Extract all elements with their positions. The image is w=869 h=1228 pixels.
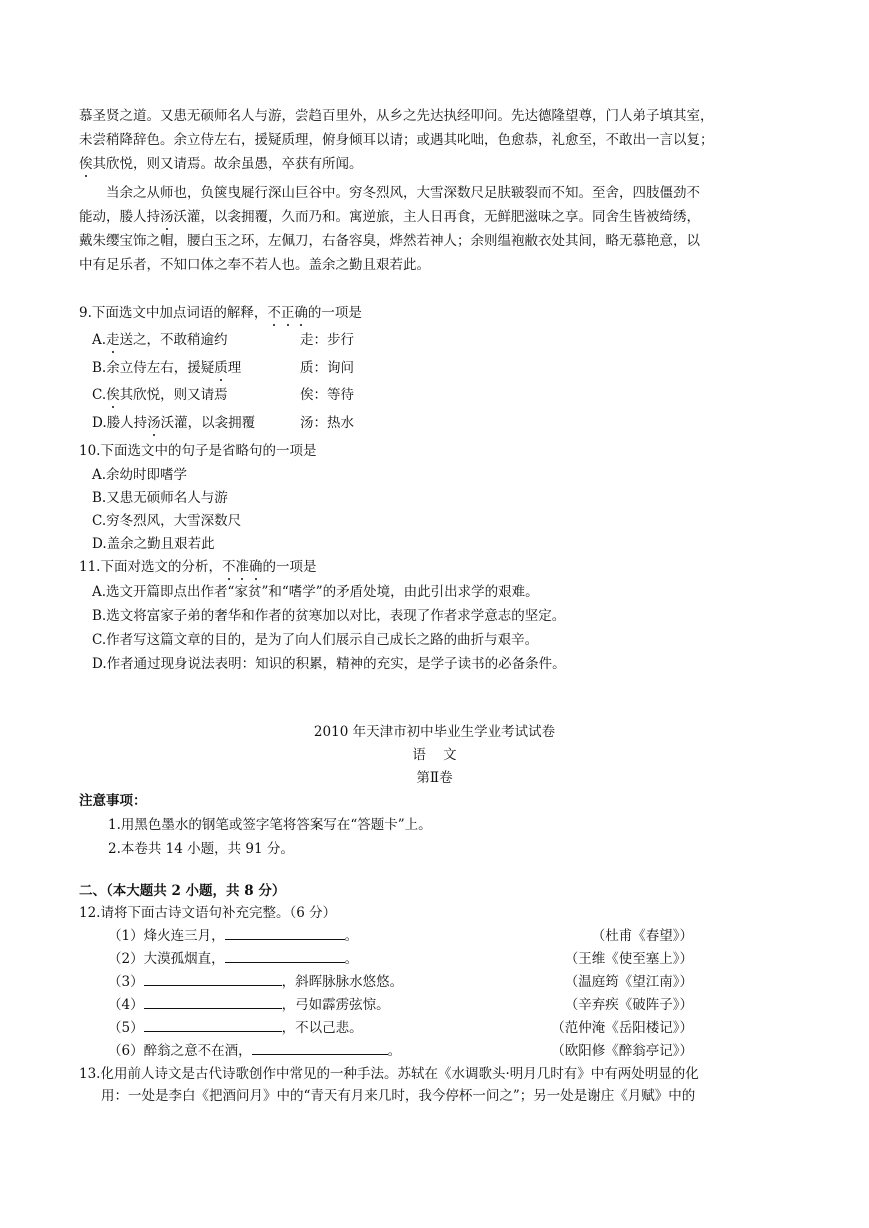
dotted-char: 汤 xyxy=(160,209,174,225)
q12-source-5: （范仲淹《岳阳楼记》） xyxy=(551,1020,693,1036)
q12-item-5 xyxy=(108,1017,363,1039)
stem-line: 用：一处是李白《把酒问月》中的“青天有月来几时，我今停杯一问之”；另一处是谢庄《月赋》中的 xyxy=(101,1088,696,1104)
q12-source-2: （王维《使至塞上》） xyxy=(564,951,693,967)
q11-option-a: A.选文开篇即点出作者“家贫”和“嗜学”的矛盾处境，由此引出求学的艰难。 xyxy=(92,584,539,600)
stem-text: 9.下面选文中加点词语的解释， xyxy=(79,305,268,321)
q11-option-c: C.作者写这篇文章的目的，是为了向人们展示自己成长之路的曲折与艰辛。 xyxy=(92,632,539,648)
item-text: 。 xyxy=(387,1043,402,1059)
q9-gloss-b: 质：询问 xyxy=(300,360,354,376)
option-text: 送之，不敢稍逾约 xyxy=(119,332,228,348)
q9-option-d xyxy=(92,412,255,434)
item-text: 烽火连三月， xyxy=(143,928,225,944)
q12-source-3: （温庭筠《望江南》） xyxy=(564,974,693,990)
item-text: 大漠孤烟直， xyxy=(143,951,225,967)
answer-blank[interactable] xyxy=(225,925,345,940)
stem-text: 11.下面对选文的分析， xyxy=(79,559,222,575)
q12-source-4: （辛弃疾《破阵子》） xyxy=(564,997,693,1013)
q9-option-c xyxy=(92,384,228,406)
dotted-char: 汤 xyxy=(147,415,161,431)
q12-item-6 xyxy=(108,1040,401,1062)
exam-subject: 语 文 xyxy=(412,747,457,763)
question-12-stem: 12.请将下面古诗文语句补充完整。（6 分） xyxy=(79,905,337,921)
q9-gloss-a: 走：步行 xyxy=(300,332,354,348)
stem-text: 的一项是 xyxy=(307,305,362,321)
passage-line: 当余之从师也，负箧曳屣行深山巨谷中。穷冬烈风，大雪深数尺足肤皲裂而不知。至舍，四肢僵劲不 xyxy=(106,185,700,201)
passage-line: 戴朱缨宝饰之帽，腰白玉之环，左佩刀，右备容臭，烨然若神人；余则缊袍敝衣处其间，略无慕艳意，以 xyxy=(79,233,700,249)
item-number: （1） xyxy=(108,928,144,944)
exam-volume: 第Ⅱ卷 xyxy=(416,770,453,786)
item-number: （3） xyxy=(108,974,144,990)
q10-option-a: A.余幼时即嗜学 xyxy=(92,467,188,483)
q9-option-a xyxy=(92,329,228,351)
item-number: （4） xyxy=(108,997,144,1013)
q12-source-1: （杜甫《春望》） xyxy=(591,928,693,944)
dotted-char: 准 xyxy=(235,559,249,575)
passage-paragraph-1 xyxy=(79,104,794,176)
stem-line: 13.化用前人诗文是古代诗歌创作中常见的一种手法。苏轼在《水调歌头·明月几时有》中有两处明显的化 xyxy=(79,1066,699,1082)
dotted-char: 正 xyxy=(280,305,295,321)
answer-blank[interactable] xyxy=(252,1040,388,1055)
q12-source-6: （欧阳修《醉翁亭记》） xyxy=(551,1043,693,1059)
q10-option-c: C.穷冬烈风，大雪深数尺 xyxy=(92,513,242,529)
q12-item-4 xyxy=(108,994,390,1016)
q9-gloss-d: 汤：热水 xyxy=(300,415,354,431)
question-11-stem xyxy=(79,556,316,578)
dotted-char: 俟 xyxy=(79,156,93,172)
item-text: ，弓如霹雳弦惊。 xyxy=(281,997,390,1013)
question-9-stem xyxy=(79,302,362,324)
notes-heading: 注意事项： xyxy=(79,793,147,809)
item-text: ，不以己悲。 xyxy=(281,1020,363,1036)
dotted-char: 不 xyxy=(267,305,281,321)
dotted-char: 走 xyxy=(106,332,120,348)
option-text: B.余立侍左右，援疑 xyxy=(92,360,215,376)
q9-option-b xyxy=(92,357,241,379)
answer-blank[interactable] xyxy=(144,971,282,986)
q10-option-d: D.盖余之勤且艰若此 xyxy=(92,536,215,552)
passage-line: 慕圣贤之道。又患无硕师名人与游，尝趋百里外，从乡之先达执经叩问。先达德隆望尊，门人弟子填其室， xyxy=(79,108,714,124)
section-2-heading: 二、（本大题共 2 小题，共 8 分） xyxy=(79,883,286,899)
q11-option-b: B.选文将富家子弟的奢华和作者的贫寒加以对比，表现了作者求学意志的坚定。 xyxy=(92,608,566,624)
option-text: A. xyxy=(92,332,107,348)
q9-gloss-c: 俟：等待 xyxy=(300,387,354,403)
note-item-1: 1.用黑色墨水的钢笔或签字笔将答案写在“答题卡”上。 xyxy=(108,817,432,833)
item-number: （2） xyxy=(108,951,144,967)
item-text: 。 xyxy=(344,951,359,967)
q10-option-b: B.又患无硕师名人与游 xyxy=(92,490,228,506)
note-item-2: 2.本卷共 14 小题，共 91 分。 xyxy=(108,841,294,857)
option-text: C. xyxy=(92,387,107,403)
stem-text: 的一项是 xyxy=(262,559,317,575)
exam-title: 2010 年天津市初中毕业生学业考试试卷 xyxy=(313,724,556,740)
item-text: ，斜晖脉脉水悠悠。 xyxy=(281,974,404,990)
dotted-char: 不 xyxy=(221,559,236,575)
q12-item-2 xyxy=(108,948,358,970)
dotted-char: 确 xyxy=(248,559,263,575)
dotted-char: 确 xyxy=(294,305,308,321)
passage-line: 未尝稍降辞色。余立侍左右，援疑质理，俯身倾耳以请；或遇其叱咄，色愈恭，礼愈至，不敢出一言以复； xyxy=(79,132,714,148)
dotted-char: 质 xyxy=(214,360,228,376)
question-13-stem xyxy=(79,1063,794,1107)
passage-paragraph-2 xyxy=(79,181,794,277)
answer-blank[interactable] xyxy=(225,948,345,963)
q11-option-d: D.作者通过现身说法表明：知识的积累，精神的充实，是学子读书的必备条件。 xyxy=(92,656,566,672)
option-text: D.媵人持 xyxy=(92,415,148,431)
passage-line: 中有足乐者，不知口体之奉不若人也。盖余之勤且艰若此。 xyxy=(79,257,430,273)
option-text: 沃灌，以衾拥覆 xyxy=(160,415,256,431)
answer-blank[interactable] xyxy=(144,994,282,1009)
q12-item-1 xyxy=(108,925,358,947)
item-text: 醉翁之意不在酒， xyxy=(143,1043,252,1059)
dotted-char: 俟 xyxy=(106,387,120,403)
passage-line: 能动，媵人持汤沃灌，以衾拥覆，久而乃和。寓逆旅，主人日再食，无鲜肥滋味之享。同舍生皆被绮绣， xyxy=(79,209,700,225)
passage-line-rest: 其欣悦，则又请焉。故余虽愚，卒获有所闻。 xyxy=(92,156,363,172)
option-text: 其欣悦，则又请焉 xyxy=(119,387,228,403)
passage-line xyxy=(79,152,794,176)
option-text: 理 xyxy=(227,360,242,376)
item-text: 。 xyxy=(344,928,359,944)
item-number: （6） xyxy=(108,1043,144,1059)
answer-blank[interactable] xyxy=(144,1017,282,1032)
question-10-stem: 10.下面选文中的句子是省略句的一项是 xyxy=(79,443,317,459)
q12-item-3 xyxy=(108,971,403,993)
item-number: （5） xyxy=(108,1020,144,1036)
